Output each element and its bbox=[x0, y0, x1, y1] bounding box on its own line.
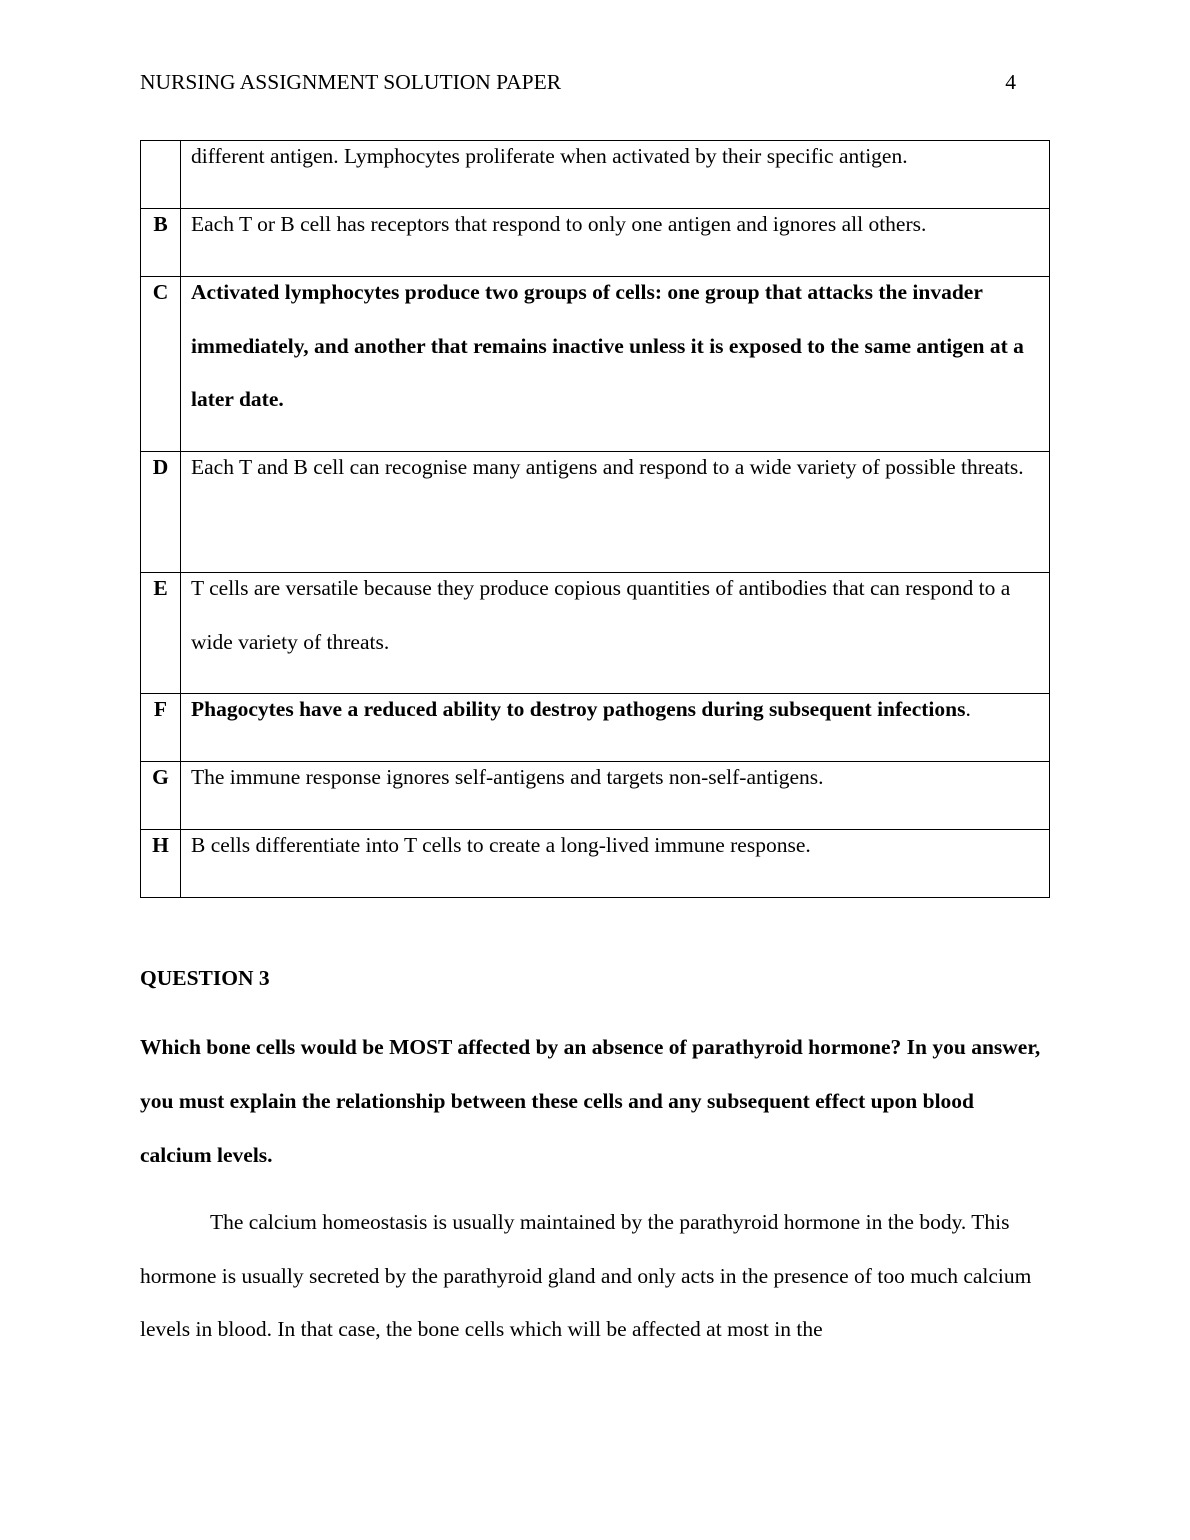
row-letter: D bbox=[141, 452, 181, 573]
row-letter: H bbox=[141, 830, 181, 898]
row-letter: B bbox=[141, 209, 181, 277]
row-text-bold: Phagocytes have a reduced ability to destroy pathogens during subsequent infections bbox=[191, 697, 966, 721]
row-text: Activated lymphocytes produce two groups of cells: one group that attacks the invader immediately, and another that remains inactive unless it is exposed to the same antigen at a later date. bbox=[181, 277, 1050, 452]
answer-options-table bbox=[140, 140, 1050, 898]
row-text: Each T or B cell has receptors that respond to only one antigen and ignores all others. bbox=[181, 209, 1050, 277]
page-number: 4 bbox=[1005, 70, 1016, 94]
row-text-trailing: . bbox=[965, 697, 971, 721]
row-letter bbox=[141, 141, 181, 209]
row-letter: F bbox=[141, 694, 181, 762]
row-text: T cells are versatile because they produce copious quantities of antibodies that can respond to a wide variety of threats. bbox=[181, 573, 1050, 694]
table-row bbox=[141, 277, 1050, 452]
running-head-title: NURSING ASSIGNMENT SOLUTION PAPER bbox=[140, 70, 562, 94]
answer-paragraph: The calcium homeostasis is usually maintained by the parathyroid hormone in the body. This hormone is usually secreted by the parathyroid gland and only acts in the presence of too much calcium levels in blood. In that case, the bone cells which will be affected at most in the bbox=[140, 1210, 1032, 1341]
question-text: Which bone cells would be MOST affected by an absence of parathyroid hormone? In you answer, you must explain the relationship between these cells and any subsequent effect upon blood calcium levels. bbox=[140, 1035, 1041, 1167]
question-heading: QUESTION 3 bbox=[140, 966, 270, 990]
row-text: Each T and B cell can recognise many antigens and respond to a wide variety of possible threats. bbox=[181, 452, 1050, 573]
row-text: The immune response ignores self-antigens and targets non-self-antigens. bbox=[181, 762, 1050, 830]
row-letter: E bbox=[141, 573, 181, 694]
table-row bbox=[141, 573, 1050, 694]
page-header bbox=[140, 70, 1016, 100]
row-text: B cells differentiate into T cells to create a long-lived immune response. bbox=[181, 830, 1050, 898]
table-row bbox=[141, 830, 1050, 898]
table-row bbox=[141, 452, 1050, 573]
row-letter: C bbox=[141, 277, 181, 452]
row-letter: G bbox=[141, 762, 181, 830]
row-text: different antigen. Lymphocytes proliferate when activated by their specific antigen. bbox=[181, 141, 1050, 209]
